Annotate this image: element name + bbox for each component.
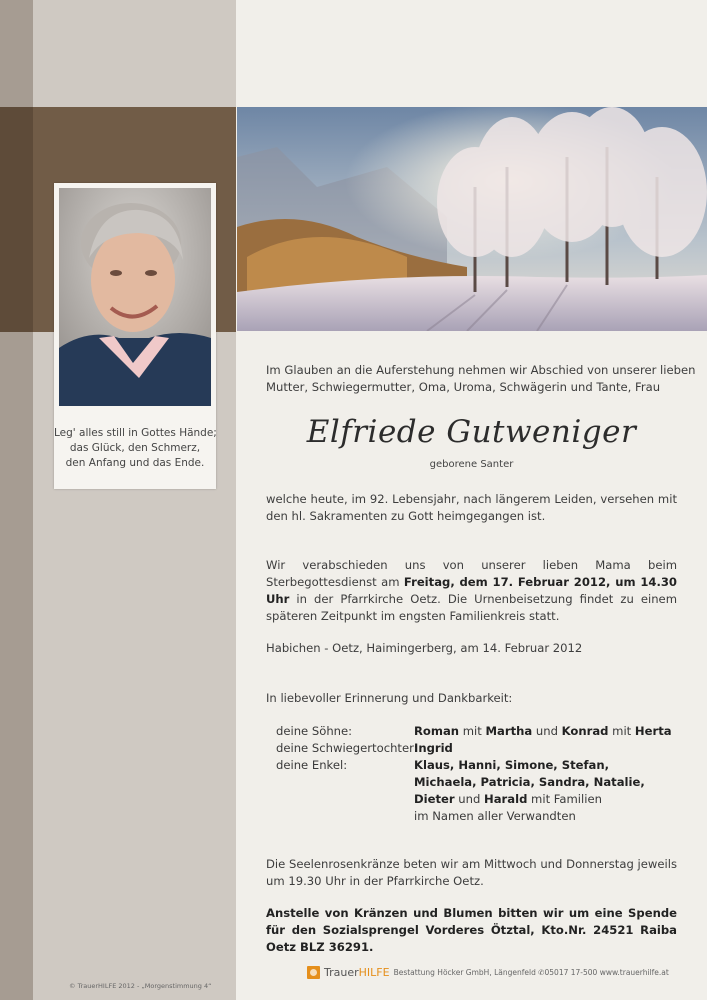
- deceased-name: Elfriede Gutweniger: [306, 414, 637, 450]
- daughter-in-law-name: Ingrid: [414, 741, 453, 755]
- grandchildren-line-1: Klaus, Hanni, Simone, Stefan,: [414, 758, 610, 772]
- service-date: Freitag, dem 17. Februar 2012, um 14.30 Uhr: [266, 575, 677, 606]
- brand-name: TrauerHILFE: [324, 966, 390, 979]
- passing-text: welche heute, im 92. Lebensjahr, nach längerem Leiden, versehen mit den hl. Sakramenten zu Gott heimgegangen ist.: [266, 492, 677, 523]
- sons-names: Roman mit Martha und Konrad mit Herta: [414, 724, 672, 738]
- company-info: Bestattung Höcker GmbH, Längenfeld ✆05017 17-500 www.trauerhilfe.at: [393, 968, 669, 977]
- place-date: Habichen - Oetz, Haimingerberg, am 14. Februar 2012: [266, 641, 583, 655]
- relatives-line: im Namen aller Verwandten: [414, 809, 576, 823]
- copyright-note: © TrauerHILFE 2012 - „Morgenstimmung 4“: [69, 982, 212, 990]
- portrait-photo: [59, 188, 211, 406]
- donation-text: Anstelle von Kränzen und Blumen bitten wir um eine Spende für den Sozialsprengel Vorderes Ötztal, Kto.Nr. 24521 Raiba Oetz BLZ 36291.: [266, 906, 677, 954]
- maiden-name: geborene Santer: [429, 459, 514, 470]
- portrait-card: [54, 183, 216, 489]
- daughter-in-law-label: deine Schwiegertochter:: [276, 741, 418, 755]
- grandchildren-label: deine Enkel:: [276, 758, 348, 772]
- grandchildren-line-2: Michaela, Patricia, Sandra, Natalie,: [414, 775, 645, 789]
- footer-brand: [307, 966, 669, 979]
- intro-text: Im Glauben an die Auferstehung nehmen wir Abschied von unserer lieben Mutter, Schwiegermutter, Oma, Uroma, Schwägerin und Tante, Frau: [266, 363, 696, 394]
- winter-landscape-image: [237, 107, 707, 331]
- remembrance-line: In liebevoller Erinnerung und Dankbarkeit:: [266, 691, 513, 705]
- rosary-text: Die Seelenrosenkränze beten wir am Mittwoch und Donnerstag jeweils um 19.30 Uhr in der Pfarrkirche Oetz.: [266, 857, 677, 888]
- service-text: Wir verabschieden uns von unserer lieben Mama beim Sterbegottesdienst am Freitag, dem 17. Februar 2012, um 14.30 Uhr in der Pfarrkirche Oetz. Die Urnenbeisetzung findet zu einem späteren Zeitpunkt im engsten Familienkreis statt.: [266, 558, 677, 623]
- sons-label: deine Söhne:: [276, 724, 353, 738]
- grandchildren-line-3: Dieter und Harald mit Familien: [414, 792, 602, 806]
- sidebar-top-band-edge: [0, 107, 33, 332]
- trauerhilfe-logo-icon: [307, 966, 320, 979]
- poem-quote: Leg' alles still in Gottes Hände; das Glück, den Schmerz, den Anfang und das Ende.: [54, 427, 217, 469]
